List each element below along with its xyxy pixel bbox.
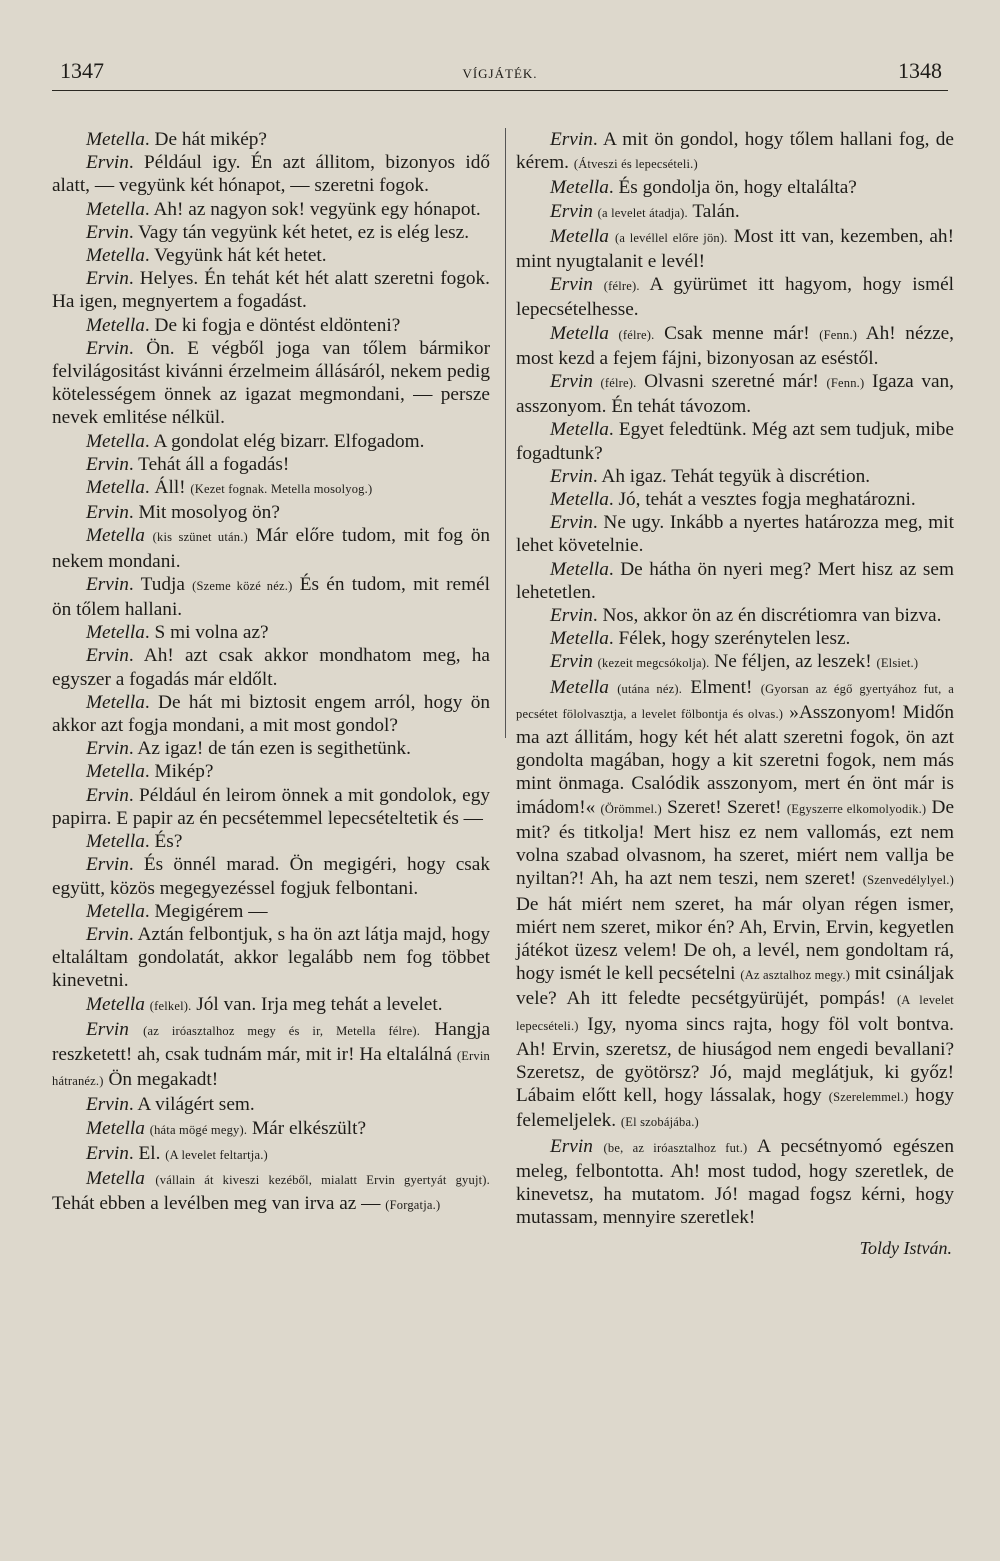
stage-direction: (félre). bbox=[600, 376, 637, 391]
dialogue-paragraph bbox=[516, 418, 954, 464]
dialogue-text bbox=[129, 1019, 143, 1040]
speaker-name: Ervin bbox=[86, 453, 129, 475]
speaker-name: Metella bbox=[86, 525, 145, 547]
speaker-name: Metella bbox=[86, 1167, 145, 1189]
speaker-name: Metella bbox=[86, 761, 145, 783]
dialogue-paragraph bbox=[52, 1142, 490, 1167]
speaker-name: Ervin bbox=[86, 268, 129, 290]
stage-direction: (Egyszerre elkomolyodik.) bbox=[786, 801, 927, 816]
dialogue-text: . De ki fogja e döntést eldönteni? bbox=[144, 314, 401, 336]
dialogue-text: . A mit ön gondol, hogy tőlem hallani fog, de kérem. bbox=[516, 129, 954, 174]
stage-direction: (Gyorsan az égő gyertyához fut, a pecsétet fölolvasztja, a levelet fölbontja és olvas.) bbox=[516, 681, 955, 721]
dialogue-text: . Például igy. Én azt állitom, bizonyos idő alatt, — vegyünk két hónapot, — szeretni fogok. bbox=[52, 152, 490, 197]
dialogue-text: Ah! nézze, most kezd a fejem fájni, bizonyosan az eséstől. bbox=[516, 322, 955, 369]
speaker-name: Metella bbox=[86, 622, 145, 644]
dialogue-text: Szeret! Szeret! bbox=[661, 796, 787, 818]
running-title: VÍGJÁTÉK. bbox=[462, 66, 538, 81]
stage-direction: (kis szünet után.) bbox=[152, 530, 248, 545]
speaker-name: Metella bbox=[86, 1117, 145, 1139]
dialogue-paragraph bbox=[52, 501, 490, 524]
dialogue-text: Igy, nyoma sincs rajta, hogy föl volt bontva. Ah! Ervin, szeretsz, de hiuságod nem engedi bevallani? Szeretsz, de gyötörsz? Jó, majd meglátjuk, ki győz! Lábaim előtt kell, hogy lássalak, hogy bbox=[516, 1013, 954, 1107]
speaker-name: Metella bbox=[86, 900, 145, 922]
dialogue-paragraph bbox=[52, 760, 490, 783]
dialogue-text: Már előre tudom, mit fog ön nekem mondani. bbox=[52, 525, 491, 572]
speaker-name: Ervin bbox=[550, 1135, 593, 1157]
dialogue-paragraph bbox=[516, 558, 954, 604]
dialogue-paragraph bbox=[52, 784, 490, 830]
dialogue-paragraph bbox=[52, 337, 490, 430]
dialogue-text: . Aztán felbontjuk, s ha ön azt látja majd, hogy eltaláltam gondolatát, akkor legalább nem fog többet kinevetni. bbox=[52, 923, 490, 992]
dialogue-paragraph bbox=[516, 1135, 954, 1230]
dialogue-text: . Nos, akkor ön az én discrétiomra van bizva. bbox=[592, 605, 942, 627]
speaker-name: Metella bbox=[550, 177, 609, 199]
dialogue-text: . Megigérem — bbox=[144, 900, 268, 922]
stage-direction: (Szerelemmel.) bbox=[828, 1090, 909, 1105]
stage-direction: (Fenn.) bbox=[826, 376, 865, 391]
dialogue-paragraph bbox=[516, 225, 954, 273]
dialogue-text: . De hát mi biztosit engem arról, hogy ön akkor azt fogja mondani, a mit most gondol? bbox=[52, 691, 490, 737]
speaker-name: Ervin bbox=[550, 651, 593, 673]
speaker-name: Ervin bbox=[550, 512, 593, 534]
dialogue-text: . Vegyünk hát két hetet. bbox=[144, 245, 327, 267]
stage-direction: (vállain át kiveszi kezéből, mialatt Ervin gyertyát gyujt). bbox=[155, 1172, 490, 1187]
speaker-name: Metella bbox=[550, 676, 609, 698]
dialogue-paragraph bbox=[52, 1018, 490, 1094]
dialogue-paragraph bbox=[52, 198, 490, 221]
speaker-name: Metella bbox=[86, 831, 145, 853]
dialogue-text: . Tehát áll a fogadás! bbox=[128, 453, 290, 475]
dialogue-text: »Asszonyom! Midőn ma azt állitám, hogy két hét alatt szeretni fogok, ön azt gondolta magában, hogy a kit szeretni fogok, nem más mint önmaga. Csalódik asszonyom, mert én önt már is imádom!« bbox=[516, 701, 954, 818]
dialogue-text: Hangja reszketett! ah, csak tudnám már, mit ir! Ha eltalálná bbox=[52, 1018, 491, 1065]
dialogue-text: . Tudja bbox=[128, 573, 193, 595]
dialogue-text: De hát miért nem szeret, ha már olyan régen ismer, miért nem szeret, mikor én? Ah, Ervin, Ervin, kegyetlen játékot üzesz velem! De oh, a levél, nem gondoltam rá, hogy ismét le kell pecsételni bbox=[516, 893, 954, 985]
dialogue-paragraph bbox=[52, 1117, 490, 1142]
dialogue-text: . Jó, tehát a vesztes fogja meghatározni. bbox=[608, 489, 916, 511]
dialogue-text: . Ön. E végből joga van tőlem bármikor felvilágositást kivánni érzelmeim állásáról, nekem pedig kötelességem önnek az igazat megmondani, — persze nevek emlitése nélkül. bbox=[52, 337, 490, 429]
speaker-name: Ervin bbox=[86, 1142, 129, 1164]
dialogue-text: Ön megakadt! bbox=[103, 1069, 219, 1091]
right-page-number: 1348 bbox=[898, 58, 942, 83]
speaker-name: Ervin bbox=[550, 465, 593, 487]
dialogue-text: . És gondolja ön, hogy eltalálta? bbox=[608, 177, 857, 199]
speaker-name: Ervin bbox=[86, 738, 129, 760]
dialogue-text: Most itt van, kezemben, ah! mint nyugtalanit e levél! bbox=[516, 225, 954, 273]
dialogue-text: . Ah! az nagyon sok! vegyünk egy hónapot. bbox=[144, 198, 481, 220]
stage-direction: (a levelet átadja). bbox=[597, 205, 688, 220]
dialogue-text: . Ah igaz. Tehát tegyük à discrétion. bbox=[592, 465, 871, 487]
dialogue-text: . És? bbox=[144, 831, 183, 853]
dialogue-text: . Például én leirom önnek a mit gondolok, egy papirra. E papir az én pecsétemmel lepecsételtetik és — bbox=[52, 784, 490, 829]
dialogue-text bbox=[593, 274, 604, 295]
stage-direction: (Kezet fognak. Metella mosolyog.) bbox=[190, 482, 373, 497]
dialogue-text: . Mit mosolyog ön? bbox=[128, 502, 280, 524]
page-header bbox=[52, 58, 948, 91]
dialogue-paragraph bbox=[52, 691, 490, 737]
dialogue-paragraph bbox=[516, 273, 954, 321]
dialogue-text: . S mi volna az? bbox=[144, 622, 269, 644]
dialogue-text: . Ah! azt csak akkor mondhatom meg, ha egyszer a fogadás már eldőlt. bbox=[52, 645, 490, 690]
dialogue-text: Már elkészült? bbox=[247, 1117, 367, 1139]
dialogue-paragraph bbox=[52, 900, 490, 923]
speaker-name: Metella bbox=[550, 558, 609, 580]
dialogue-text: Ne féljen, az leszek! bbox=[709, 651, 877, 673]
stage-direction: (El szobájába.) bbox=[620, 1115, 699, 1130]
speaker-name: Ervin bbox=[86, 854, 129, 876]
dialogue-paragraph bbox=[52, 430, 490, 453]
stage-direction: (Szenvedélylyel.) bbox=[862, 873, 954, 888]
speaker-name: Ervin bbox=[86, 221, 129, 243]
dialogue-paragraph bbox=[516, 627, 954, 650]
dialogue-text: . Félek, hogy szerénytelen lesz. bbox=[608, 628, 851, 650]
dialogue-paragraph bbox=[52, 453, 490, 476]
speaker-name: Metella bbox=[86, 691, 145, 713]
dialogue-paragraph bbox=[52, 644, 490, 690]
dialogue-paragraph bbox=[52, 128, 490, 151]
speaker-name: Ervin bbox=[86, 1094, 129, 1116]
speaker-name: Metella bbox=[550, 419, 609, 441]
stage-direction: (utána néz). bbox=[617, 681, 683, 696]
speaker-name: Metella bbox=[86, 314, 145, 336]
speaker-name: Ervin bbox=[86, 502, 129, 524]
dialogue-paragraph bbox=[52, 923, 490, 993]
speaker-name: Metella bbox=[86, 129, 145, 150]
dialogue-text: . És önnél marad. Ön megigéri, hogy csak együtt, közös megegyezéssel fogjuk felbontani. bbox=[52, 854, 490, 899]
left-page-number: 1347 bbox=[60, 58, 104, 83]
stage-direction: (Átveszi és lepecsételi.) bbox=[573, 157, 698, 172]
speaker-name: Ervin bbox=[550, 371, 593, 393]
stage-direction: (Fenn.) bbox=[819, 327, 858, 342]
dialogue-paragraph bbox=[52, 1093, 490, 1116]
dialogue-paragraph bbox=[52, 830, 490, 853]
dialogue-paragraph bbox=[52, 573, 490, 621]
speaker-name: Ervin bbox=[550, 605, 593, 627]
stage-direction: (Ervin hátranéz.) bbox=[52, 1048, 490, 1089]
speaker-name: Metella bbox=[86, 198, 145, 220]
speaker-name: Metella bbox=[550, 489, 609, 511]
dialogue-paragraph bbox=[516, 128, 954, 176]
stage-direction: (félre). bbox=[603, 279, 640, 294]
speaker-name: Ervin bbox=[550, 274, 593, 296]
dialogue-paragraph bbox=[516, 176, 954, 199]
stage-direction: (az iróasztalhoz megy és ir, Metella félre). bbox=[143, 1023, 421, 1038]
right-column bbox=[516, 128, 954, 1261]
stage-direction: (be, az iróasztalhoz fut.) bbox=[603, 1140, 748, 1155]
dialogue-paragraph bbox=[516, 676, 954, 1135]
dialogue-paragraph bbox=[52, 476, 490, 501]
dialogue-paragraph bbox=[52, 993, 490, 1018]
dialogue-text: . Ne ugy. Inkább a nyertes határozza meg, mit lehet követelnie. bbox=[516, 512, 954, 557]
speaker-name: Ervin bbox=[86, 337, 129, 359]
speaker-name: Ervin bbox=[86, 152, 129, 174]
speaker-name: Metella bbox=[550, 225, 609, 247]
dialogue-paragraph bbox=[516, 322, 954, 370]
dialogue-text bbox=[593, 1136, 604, 1157]
author-signature: Toldy István. bbox=[859, 1238, 952, 1259]
dialogue-paragraph bbox=[52, 737, 490, 760]
speaker-name: Metella bbox=[550, 322, 609, 344]
dialogue-paragraph bbox=[52, 524, 490, 572]
dialogue-text: . El. bbox=[128, 1142, 166, 1164]
dialogue-text: mit csináljak vele? Ah itt feledte pecsétgyürüjét, pompás! bbox=[516, 963, 954, 1010]
stage-direction: (felkel). bbox=[149, 998, 192, 1013]
speaker-name: Ervin bbox=[86, 645, 129, 667]
stage-direction: (Az asztalhoz megy.) bbox=[740, 968, 851, 983]
stage-direction: (Örömmel.) bbox=[600, 801, 662, 816]
dialogue-paragraph bbox=[52, 853, 490, 899]
dialogue-text: Csak menne már! bbox=[654, 322, 820, 344]
stage-direction: (a levéllel előre jön). bbox=[615, 230, 728, 245]
dialogue-paragraph bbox=[516, 511, 954, 557]
speaker-name: Metella bbox=[86, 477, 145, 499]
dialogue-text bbox=[145, 1168, 156, 1189]
stage-direction: (Forgatja.) bbox=[385, 1198, 441, 1213]
dialogue-paragraph bbox=[516, 465, 954, 488]
speaker-name: Metella bbox=[550, 628, 609, 650]
dialogue-paragraph bbox=[52, 151, 490, 197]
dialogue-text: . A világért sem. bbox=[128, 1094, 255, 1116]
dialogue-text: . De hát mikép? bbox=[144, 129, 267, 150]
speaker-name: Ervin bbox=[550, 200, 593, 222]
dialogue-paragraph bbox=[516, 488, 954, 511]
dialogue-text: . Mikép? bbox=[144, 761, 214, 783]
dialogue-text: Tehát ebben a levélben meg van irva az — bbox=[52, 1193, 386, 1215]
speaker-name: Ervin bbox=[86, 573, 129, 595]
dialogue-text: Igaza van, asszonyom. Én tehát távozom. bbox=[516, 371, 954, 418]
dialogue-text: hogy felemeljelek. bbox=[516, 1085, 954, 1132]
stage-direction: (félre). bbox=[618, 327, 655, 342]
right-column-body bbox=[516, 128, 954, 1229]
dialogue-paragraph bbox=[52, 244, 490, 267]
dialogue-text: . Áll! bbox=[144, 477, 191, 499]
dialogue-paragraph bbox=[516, 650, 954, 675]
dialogue-text bbox=[609, 323, 619, 344]
stage-direction: (A levelet lepecsételi.) bbox=[516, 993, 954, 1033]
dialogue-text: . Egyet feledtünk. Még azt sem tudjuk, mibe fogadtunk? bbox=[516, 419, 954, 464]
stage-direction: (háta mögé megy). bbox=[149, 1122, 248, 1137]
column-divider bbox=[505, 128, 506, 738]
speaker-name: Metella bbox=[86, 245, 145, 267]
speaker-name: Metella bbox=[86, 430, 145, 452]
dialogue-text: . Vagy tán vegyünk két hetet, ez is elég lesz. bbox=[128, 221, 470, 243]
stage-direction: (Szeme közé néz.) bbox=[192, 578, 293, 593]
speaker-name: Ervin bbox=[86, 923, 129, 945]
dialogue-text: . Az igaz! de tán ezen is segithetünk. bbox=[128, 738, 412, 760]
dialogue-paragraph bbox=[516, 200, 954, 225]
dialogue-paragraph bbox=[52, 314, 490, 337]
dialogue-paragraph bbox=[52, 1167, 490, 1217]
dialogue-text: De mit? és titkolja! Mert hisz ez nem vallomás, ezt nem volna szabad olvasnom, ha szeret, miért nem vallja be nyiltan?! Ah, ha azt nem teszi, nem szeret! bbox=[516, 796, 955, 890]
dialogue-text: És én tudom, mit remél ön tőlem hallani. bbox=[52, 573, 490, 621]
dialogue-text bbox=[609, 677, 617, 698]
dialogue-text: Talán. bbox=[687, 200, 740, 222]
dialogue-text: Olvasni szeretné már! bbox=[636, 371, 827, 393]
dialogue-text bbox=[145, 525, 153, 546]
speaker-name: Ervin bbox=[86, 784, 129, 806]
dialogue-text: Elment! bbox=[682, 676, 761, 698]
dialogue-text: Jól van. Irja meg tehát a levelet. bbox=[191, 993, 443, 1015]
dialogue-text: . A gondolat elég bizarr. Elfogadom. bbox=[144, 430, 425, 452]
speaker-name: Ervin bbox=[550, 129, 593, 150]
dialogue-paragraph bbox=[516, 604, 954, 627]
dialogue-text: A pecsétnyomó egészen meleg, felbontotta. Ah! most tudod, hogy szeretlek, de kinevetsz, ha mutatom. Jó! magad fogsz kérni, hogy mutassam, mennyire szeretlek! bbox=[516, 1135, 954, 1229]
dialogue-paragraph bbox=[52, 267, 490, 313]
dialogue-paragraph bbox=[52, 621, 490, 644]
dialogue-text: A gyürümet itt hagyom, hogy ismél lepecsételhesse. bbox=[516, 274, 954, 321]
speaker-name: Ervin bbox=[86, 1018, 129, 1040]
dialogue-text: . De hátha ön nyeri meg? Mert hisz az sem lehetetlen. bbox=[516, 558, 954, 603]
dialogue-paragraph bbox=[52, 221, 490, 244]
stage-direction: (A levelet feltartja.) bbox=[165, 1147, 268, 1162]
stage-direction: (kezeit megcsókolja). bbox=[597, 656, 710, 671]
dialogue-paragraph bbox=[516, 370, 954, 418]
left-column bbox=[52, 128, 490, 1217]
speaker-name: Metella bbox=[86, 993, 145, 1015]
dialogue-text: . Helyes. Én tehát két hét alatt szeretni fogok. Ha igen, megnyertem a fogadást. bbox=[52, 268, 490, 313]
stage-direction: (Elsiet.) bbox=[876, 656, 919, 671]
